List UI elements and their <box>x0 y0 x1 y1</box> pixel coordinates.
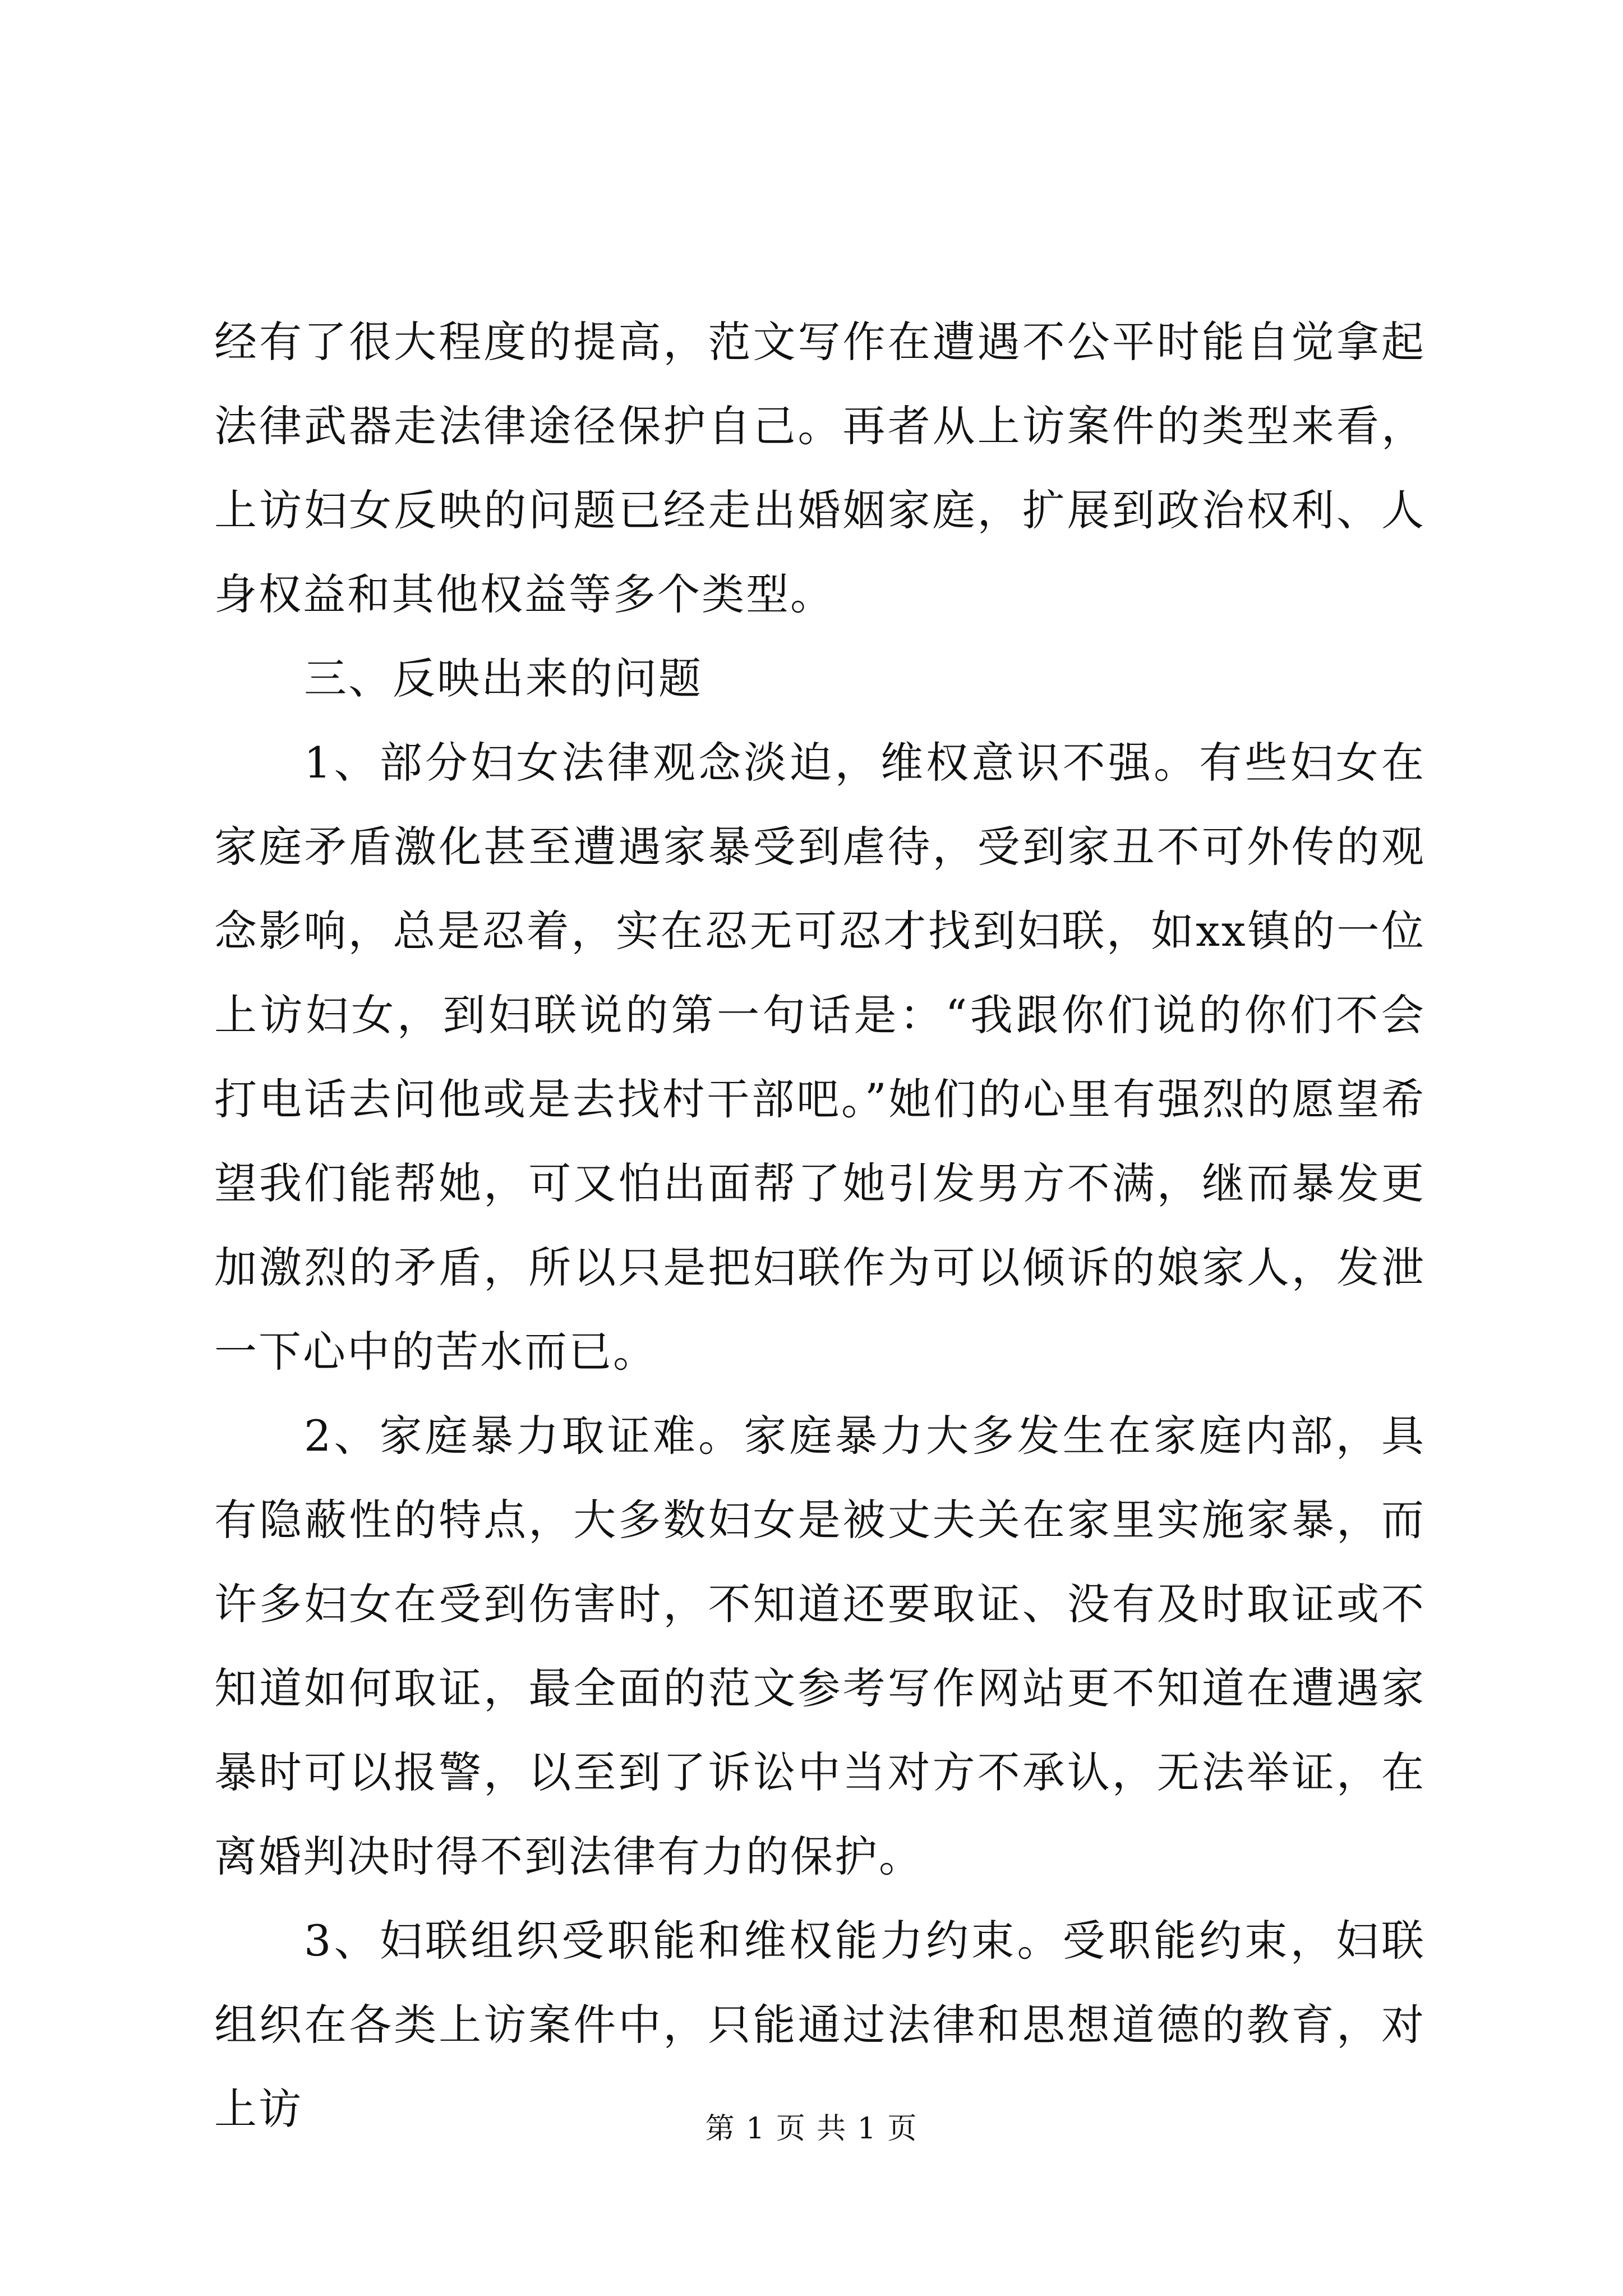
page-footer: 第 1 页 共 1 页 <box>705 2112 918 2146</box>
paragraph-item-2: 2、家庭暴力取证难。家庭暴力大多发生在家庭内部，具有隐蔽性的特点，大多数妇女是被丈夫关在家里实施家暴，而许多妇女在受到伤害时，不知道还要取证、没有及时取证或不知道如何取证，最全面的范文参考写作网站更不知道在遭遇家暴时可以报警，以至到了诉讼中当对方不承认，无法举证，在离婚判决时得不到法律有力的保护。 <box>214 1411 1426 1881</box>
paragraph-continuation: 经有了很大程度的提高，范文写作在遭遇不公平时能自觉拿起法律武器走法律途径保护自己。再者从上访案件的类型来看，上访妇女反映的问题已经走出婚姻家庭，扩展到政治权利、人身权益和其他权益等多个类型。 <box>214 317 1426 619</box>
section-heading: 三、反映出来的问题 <box>304 654 703 703</box>
paragraph-item-1: 1、部分妇女法律观念淡迫，维权意识不强。有些妇女在家庭矛盾激化甚至遭遇家暴受到虐待，受到家丑不可外传的观念影响，总是忍着，实在忍无可忍才找到妇联，如xx镇的一位上访妇女，到妇联说的第一句话是：“我跟你们说的你们不会打电话去问他或是去找村干部吧。”她们的心里有强烈的愿望希望我们能帮她，可又怕出面帮了她引发男方不满，继而暴发更加激烈的矛盾，所以只是把妇联作为可以倾诉的娘家人，发泄一下心中的苦水而已。 <box>214 738 1426 1377</box>
paragraph-item-3: 3、妇联组织受职能和维权能力约束。受职能约束，妇联组织在各类上访案件中，只能通过法律和思想道德的教育，对上访 <box>214 1916 1426 2134</box>
document-body <box>214 300 1426 2151</box>
